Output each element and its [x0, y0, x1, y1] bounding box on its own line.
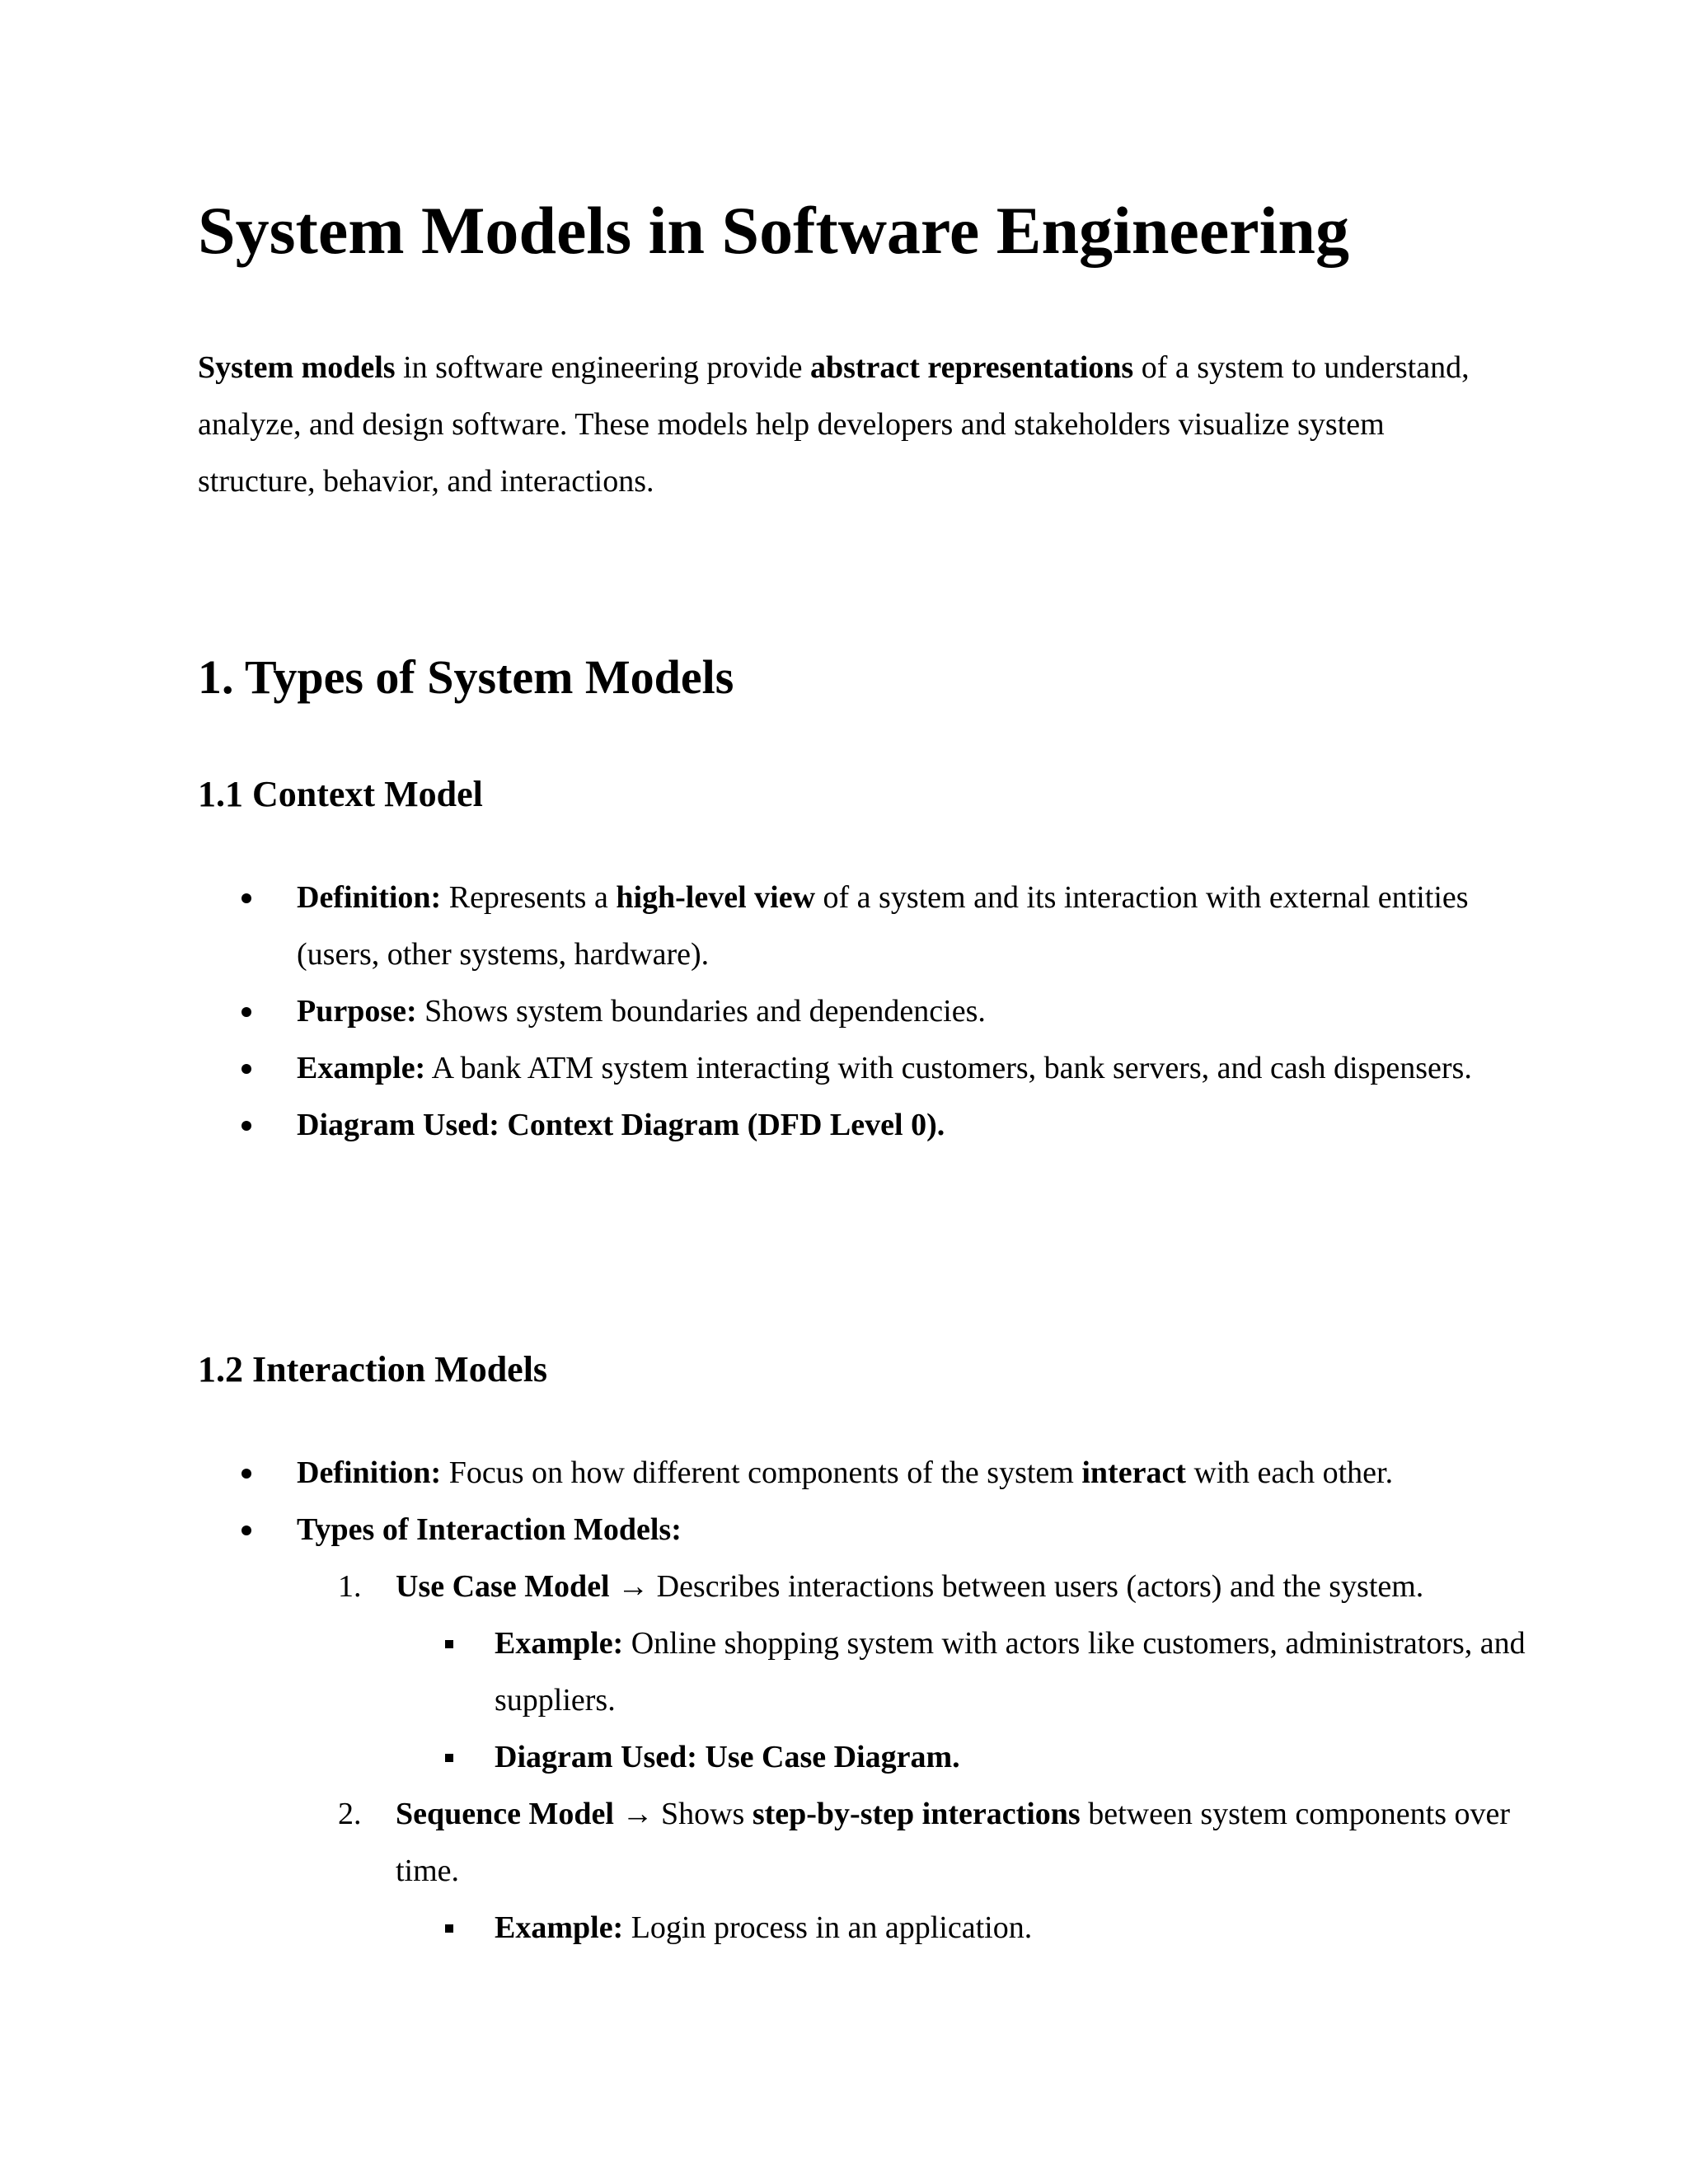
item-number: 2.	[338, 1797, 362, 1831]
types-label: Types of Interaction Models:	[297, 1512, 682, 1547]
list-item-use-case-model	[297, 1558, 1550, 1786]
example-text: Login process in an application.	[623, 1910, 1033, 1945]
list-item-types	[198, 1502, 1550, 1957]
sequence-model-name: Sequence Model	[396, 1797, 614, 1831]
subsection-heading-context-model: 1.1 Context Model	[198, 774, 483, 814]
diagram-used-text: Diagram Used: Context Diagram (DFD Level 0).	[297, 1108, 945, 1142]
example-text: Online shopping system with actors like customers, administrators, and suppliers.	[495, 1626, 1526, 1718]
bullet-icon	[241, 1064, 251, 1074]
list-item-sequence-model	[297, 1786, 1550, 1957]
example-text: A bank ATM system interacting with customers, bank servers, and cash dispensers.	[425, 1051, 1472, 1085]
square-bullet-icon	[445, 1640, 453, 1648]
diagram-used-text: Diagram Used: Use Case Diagram.	[495, 1740, 960, 1774]
purpose-label: Purpose:	[297, 994, 417, 1029]
list-item-use-case-diagram	[396, 1729, 1550, 1786]
use-case-model-text: → Describes interactions between users (actors) and the system.	[609, 1569, 1424, 1604]
context-model-list	[198, 869, 1550, 1154]
definition-term: high-level view	[616, 880, 816, 915]
intro-term-abstract-representations: abstract representations	[809, 350, 1134, 385]
example-label: Example:	[495, 1910, 624, 1945]
list-item-definition	[198, 1445, 1550, 1502]
purpose-text: Shows system boundaries and dependencies.	[416, 994, 986, 1029]
definition-text-1: Represents a	[441, 880, 617, 915]
list-item-definition	[198, 869, 1550, 983]
list-item-use-case-example	[396, 1615, 1550, 1729]
list-item-diagram	[198, 1097, 1550, 1154]
intro-term-system-models: System models	[198, 350, 396, 385]
section-heading-types: 1. Types of System Models	[198, 650, 734, 704]
interaction-types-list	[297, 1558, 1550, 1957]
interaction-models-list	[198, 1445, 1550, 1957]
bullet-icon	[241, 1526, 251, 1535]
subsection-heading-interaction-models: 1.2 Interaction Models	[198, 1349, 548, 1390]
bullet-icon	[241, 1469, 251, 1479]
intro-text-1: in software engineering provide	[395, 350, 810, 385]
definition-label: Definition:	[297, 1455, 442, 1490]
definition-text-2: of a system and its interaction with external entities (users, other systems, hardware).	[297, 880, 1469, 972]
definition-label: Definition:	[297, 880, 442, 915]
square-bullet-icon	[445, 1924, 453, 1933]
sequence-model-term: step-by-step interactions	[752, 1797, 1081, 1831]
definition-text-1: Focus on how different components of the system	[441, 1455, 1082, 1490]
bullet-icon	[241, 1007, 251, 1017]
intro-paragraph	[198, 340, 1484, 510]
bullet-icon	[241, 893, 251, 903]
intro-text-2: of a system to understand, analyze, and design software. These models help developers and stakeholders visualize system structure, behavior, and interactions.	[198, 350, 1470, 499]
square-bullet-icon	[445, 1754, 453, 1762]
list-item-purpose	[198, 983, 1550, 1040]
definition-term: interact	[1081, 1455, 1186, 1490]
document-title: System Models in Software Engineering	[198, 193, 1350, 268]
example-label: Example:	[297, 1051, 426, 1085]
item-number: 1.	[338, 1569, 362, 1604]
use-case-sublist	[396, 1615, 1550, 1786]
list-item-example	[198, 1040, 1550, 1097]
list-item-sequence-example	[396, 1900, 1550, 1957]
definition-text-2: with each other.	[1185, 1455, 1394, 1490]
bullet-icon	[241, 1121, 251, 1131]
sequence-model-text-2: between system components over time.	[396, 1797, 1511, 1888]
example-label: Example:	[495, 1626, 624, 1661]
sequence-model-text-1: → Shows	[613, 1797, 753, 1831]
use-case-model-name: Use Case Model	[396, 1569, 610, 1604]
sequence-sublist	[396, 1900, 1550, 1957]
